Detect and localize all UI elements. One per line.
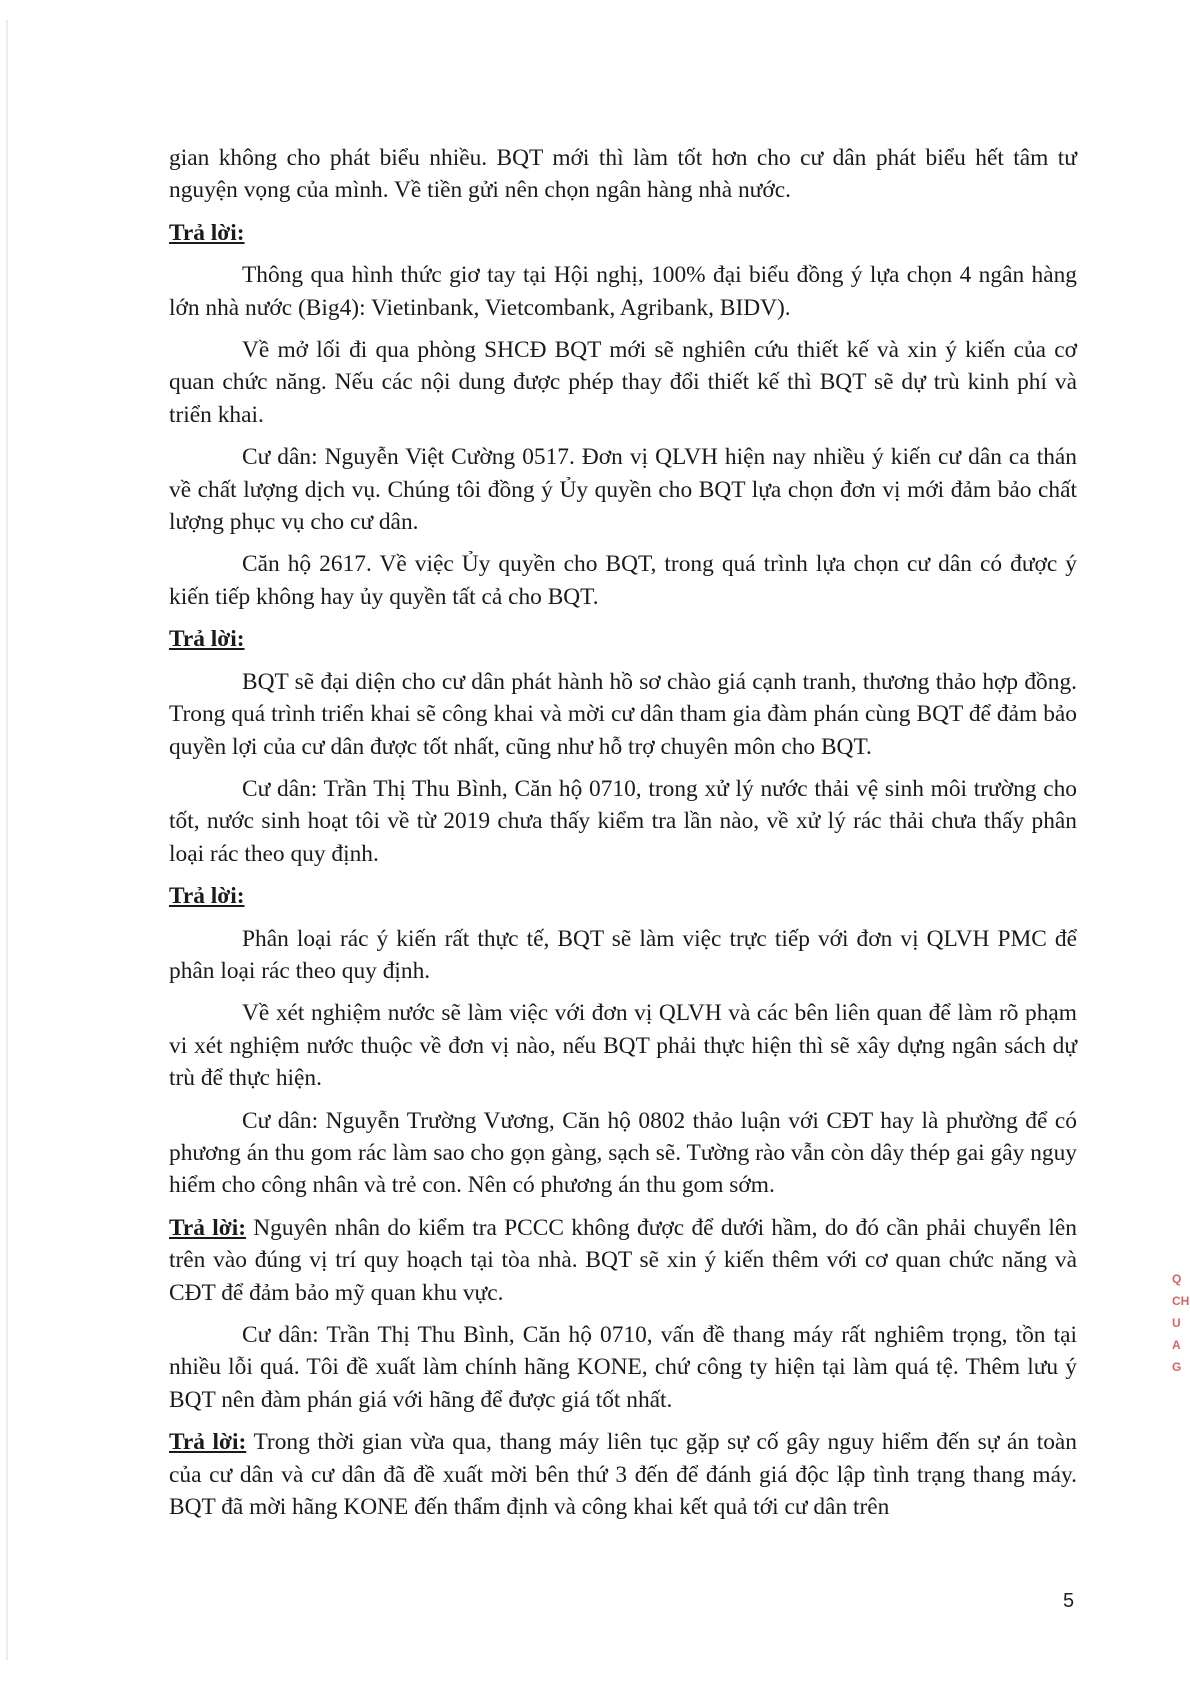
paragraph: Về mở lối đi qua phòng SHCĐ BQT mới sẽ nghiên cứu thiết kế và xin ý kiến của cơ quan chức năng. Nếu các nội dung được phép thay đổi thiết kế thì BQT sẽ dự trù kinh phí và triển khai.: [169, 337, 1077, 428]
resident-comment: Căn hộ 2617. Về việc Ủy quyền cho BQT, trong quá trình lựa chọn cư dân có được ý kiến tiếp không hay ủy quyền tất cả cho BQT.: [169, 551, 1077, 610]
paragraph: Phân loại rác ý kiến rất thực tế, BQT sẽ làm việc trực tiếp với đơn vị QLVH PMC để phân loại rác theo quy định.: [169, 925, 1077, 984]
page-number: 5: [1063, 1590, 1075, 1612]
answer-heading: Trả lời:: [169, 626, 245, 653]
answer-heading: Trả lời:: [169, 883, 245, 910]
red-stamp-fragment: Q CH U A G: [1172, 1272, 1190, 1374]
paragraph: Về xét nghiệm nước sẽ làm việc với đơn vị QLVH và các bên liên quan để làm rõ phạm vi xét nghiệm nước thuộc về đơn vị nào, nếu BQT phải thực hiện thì sẽ xây dựng ngân sách dự trù để thực hiện.: [169, 1000, 1077, 1092]
paragraph: Thông qua hình thức giơ tay tại Hội nghị, 100% đại biểu đồng ý lựa chọn 4 ngân hàng lớn nhà nước (Big4): Vietinbank, Vietcombank, Agribank, BIDV).: [169, 262, 1077, 321]
resident-comment: Cư dân: Nguyễn Trường Vương, Căn hộ 0802 thảo luận với CĐT hay là phường để có phương án thu gom rác làm sao cho gọn gàng, sạch sẽ. Tường rào vẫn còn dây thép gai gây nguy hiểm cho công nhân và trẻ con. Nên có phương án thu gom sớm.: [169, 1107, 1077, 1199]
answer-heading: Trả lời:: [169, 219, 245, 246]
answer-text: Nguyên nhân do kiểm tra PCCC không được để dưới hầm, do đó cần phải chuyển lên trên vào đúng vị trí quy hoạch tại tòa nhà. BQT sẽ xin ý kiến thêm với cơ quan chức năng và CĐT để đảm bảo mỹ quan khu vực.: [169, 1214, 1077, 1306]
paragraph-continuation: gian không cho phát biểu nhiều. BQT mới thì làm tốt hơn cho cư dân phát biểu hết tâm tư nguyện vọng của mình. Về tiền gửi nên chọn ngân hàng nhà nước.: [169, 145, 1077, 204]
inline-answer: [169, 1426, 1077, 1523]
answer-text: Trong thời gian vừa qua, thang máy liên tục gặp sự cố gây nguy hiểm đến sự án toàn của cư dân và cư dân đã đề xuất mời bên thứ 3 đến để đánh giá độc lập tình trạng thang máy. BQT đã mời hãng KONE đến thẩm định và công khai kết quả tới cư dân trên: [169, 1429, 1077, 1521]
resident-comment: Cư dân: Trần Thị Thu Bình, Căn hộ 0710, vấn đề thang máy rất nghiêm trọng, tồn tại nhiều lỗi quá. Tôi đề xuất làm chính hãng KONE, chứ công ty hiện tại làm quá tệ. Thêm lưu ý BQT nên đàm phán giá với hãng để được giá tốt nhất.: [169, 1322, 1077, 1413]
resident-comment: Cư dân: Trần Thị Thu Bình, Căn hộ 0710, trong xử lý nước thải vệ sinh môi trường cho tốt, nước sinh hoạt tôi về từ 2019 chưa thấy kiểm tra lần nào, về xử lý rác thải chưa thấy phân loại rác theo quy định.: [169, 775, 1077, 867]
answer-label: Trả lời:: [169, 1214, 246, 1241]
scan-edge-shadow: [6, 20, 8, 1660]
paragraph: BQT sẽ đại diện cho cư dân phát hành hồ sơ chào giá cạnh tranh, thương thảo hợp đồng. Trong quá trình triển khai sẽ công khai và mời cư dân tham gia đàm phán cùng BQT để đảm bảo quyền lợi của cư dân được tốt nhất, cũng như hỗ trợ chuyên môn cho BQT.: [169, 668, 1077, 760]
inline-answer: [169, 1212, 1077, 1309]
answer-label: Trả lời:: [169, 1429, 247, 1456]
resident-comment: Cư dân: Nguyễn Việt Cường 0517. Đơn vị QLVH hiện nay nhiều ý kiến cư dân ca thán về chất lượng dịch vụ. Chúng tôi đồng ý Ủy quyền cho BQT lựa chọn đơn vị mới đảm bảo chất lượng phục vụ cho cư dân.: [169, 444, 1077, 536]
document-body: [169, 142, 1077, 1523]
